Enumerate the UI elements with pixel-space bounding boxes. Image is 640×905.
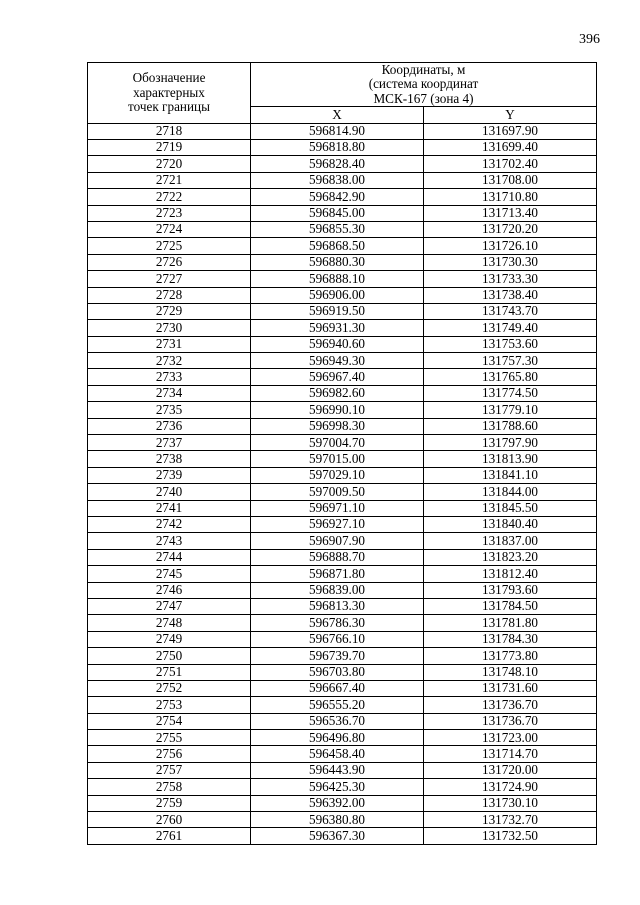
point-id-cell: 2746: [88, 582, 251, 598]
y-coordinate-cell: 131823.20: [424, 549, 597, 565]
point-id-cell: 2757: [88, 762, 251, 778]
table-row: [88, 680, 597, 696]
coordinates-group-header: [251, 63, 597, 107]
table-row: [88, 516, 597, 532]
point-id-cell: 2727: [88, 271, 251, 287]
x-coordinate-cell: 596845.00: [251, 205, 424, 221]
point-id-cell: 2748: [88, 615, 251, 631]
y-coordinate-cell: 131738.40: [424, 287, 597, 303]
y-coordinate-cell: 131714.70: [424, 746, 597, 762]
table-row: [88, 254, 597, 270]
y-coordinate-cell: 131813.90: [424, 451, 597, 467]
x-coordinate-cell: 596998.30: [251, 418, 424, 434]
point-header-line-1: Обозначение: [132, 70, 206, 86]
x-coordinate-cell: 596842.90: [251, 189, 424, 205]
point-id-cell: 2732: [88, 353, 251, 369]
table-header: [88, 63, 597, 124]
table-row: [88, 156, 597, 172]
x-coordinate-cell: 596555.20: [251, 697, 424, 713]
y-coordinate-cell: 131710.80: [424, 189, 597, 205]
x-coordinate-cell: 596919.50: [251, 303, 424, 319]
point-id-cell: 2733: [88, 369, 251, 385]
x-coordinate-cell: 596838.00: [251, 172, 424, 188]
point-id-cell: 2761: [88, 828, 251, 844]
table-row: [88, 533, 597, 549]
table-row: [88, 762, 597, 778]
point-id-cell: 2743: [88, 533, 251, 549]
table-row: [88, 664, 597, 680]
table-row: [88, 123, 597, 139]
table-row: [88, 402, 597, 418]
table-row: [88, 598, 597, 614]
point-id-cell: 2752: [88, 680, 251, 696]
y-coordinate-cell: 131793.60: [424, 582, 597, 598]
table-row: [88, 549, 597, 565]
table-row: [88, 779, 597, 795]
y-coordinate-cell: 131765.80: [424, 369, 597, 385]
y-coordinate-cell: 131784.50: [424, 598, 597, 614]
point-id-cell: 2739: [88, 467, 251, 483]
table-row: [88, 828, 597, 844]
x-coordinate-cell: 596940.60: [251, 336, 424, 352]
table-row: [88, 648, 597, 664]
table-row: [88, 746, 597, 762]
y-coordinate-cell: 131797.90: [424, 435, 597, 451]
y-coordinate-cell: 131736.70: [424, 697, 597, 713]
table-row: [88, 369, 597, 385]
y-coordinate-cell: 131743.70: [424, 303, 597, 319]
y-coordinate-cell: 131774.50: [424, 385, 597, 401]
y-coordinate-cell: 131844.00: [424, 484, 597, 500]
table-row: [88, 795, 597, 811]
x-coordinate-cell: 596766.10: [251, 631, 424, 647]
y-column-header: Y: [424, 107, 597, 123]
point-id-cell: 2747: [88, 598, 251, 614]
table-row: [88, 484, 597, 500]
x-coordinate-cell: 596967.40: [251, 369, 424, 385]
y-coordinate-cell: 131781.80: [424, 615, 597, 631]
y-coordinate-cell: 131697.90: [424, 123, 597, 139]
y-coordinate-cell: 131845.50: [424, 500, 597, 516]
x-coordinate-cell: 596888.70: [251, 549, 424, 565]
y-coordinate-cell: 131713.40: [424, 205, 597, 221]
y-coordinate-cell: 131773.80: [424, 648, 597, 664]
table-row: [88, 140, 597, 156]
coords-header-line-1: Координаты, м: [381, 62, 466, 77]
x-coordinate-cell: 596813.30: [251, 598, 424, 614]
y-coordinate-cell: 131723.00: [424, 730, 597, 746]
y-coordinate-cell: 131732.70: [424, 812, 597, 828]
table-body: [88, 123, 597, 844]
point-id-cell: 2736: [88, 418, 251, 434]
x-column-header: X: [251, 107, 424, 123]
table-row: [88, 189, 597, 205]
y-coordinate-cell: 131702.40: [424, 156, 597, 172]
y-coordinate-cell: 131720.20: [424, 221, 597, 237]
point-id-cell: 2755: [88, 730, 251, 746]
point-header-line-3: точек границы: [128, 99, 210, 114]
point-id-cell: 2741: [88, 500, 251, 516]
coords-header-line-2: (система координат: [368, 76, 479, 92]
table-row: [88, 271, 597, 287]
x-coordinate-cell: 596828.40: [251, 156, 424, 172]
y-coordinate-cell: 131840.40: [424, 516, 597, 532]
table-row: [88, 467, 597, 483]
y-coordinate-cell: 131708.00: [424, 172, 597, 188]
boundary-coordinates-table: [87, 62, 597, 845]
x-coordinate-cell: 596739.70: [251, 648, 424, 664]
point-id-cell: 2728: [88, 287, 251, 303]
x-coordinate-cell: 596931.30: [251, 320, 424, 336]
point-id-cell: 2754: [88, 713, 251, 729]
point-designation-header: [88, 63, 251, 124]
point-id-cell: 2731: [88, 336, 251, 352]
point-id-cell: 2744: [88, 549, 251, 565]
table-row: [88, 353, 597, 369]
y-coordinate-cell: 131732.50: [424, 828, 597, 844]
x-coordinate-cell: 597029.10: [251, 467, 424, 483]
table-row: [88, 336, 597, 352]
point-id-cell: 2759: [88, 795, 251, 811]
point-id-cell: 2735: [88, 402, 251, 418]
x-coordinate-cell: 596868.50: [251, 238, 424, 254]
point-id-cell: 2742: [88, 516, 251, 532]
point-id-cell: 2722: [88, 189, 251, 205]
point-id-cell: 2758: [88, 779, 251, 795]
point-id-cell: 2730: [88, 320, 251, 336]
y-coordinate-cell: 131841.10: [424, 467, 597, 483]
x-coordinate-cell: 596814.90: [251, 123, 424, 139]
point-id-cell: 2740: [88, 484, 251, 500]
x-coordinate-cell: 596982.60: [251, 385, 424, 401]
point-id-cell: 2749: [88, 631, 251, 647]
point-id-cell: 2738: [88, 451, 251, 467]
point-id-cell: 2756: [88, 746, 251, 762]
table-row: [88, 418, 597, 434]
table-row: [88, 500, 597, 516]
y-coordinate-cell: 131784.30: [424, 631, 597, 647]
point-id-cell: 2745: [88, 566, 251, 582]
table-row: [88, 713, 597, 729]
y-coordinate-cell: 131699.40: [424, 140, 597, 156]
y-coordinate-cell: 131724.90: [424, 779, 597, 795]
x-coordinate-cell: 596443.90: [251, 762, 424, 778]
x-coordinate-cell: 596703.80: [251, 664, 424, 680]
table-row: [88, 631, 597, 647]
table-row: [88, 172, 597, 188]
point-id-cell: 2750: [88, 648, 251, 664]
table-row: [88, 303, 597, 319]
x-coordinate-cell: 596927.10: [251, 516, 424, 532]
y-coordinate-cell: 131837.00: [424, 533, 597, 549]
table-row: [88, 435, 597, 451]
y-coordinate-cell: 131779.10: [424, 402, 597, 418]
point-id-cell: 2729: [88, 303, 251, 319]
y-coordinate-cell: 131731.60: [424, 680, 597, 696]
point-id-cell: 2723: [88, 205, 251, 221]
x-coordinate-cell: 596906.00: [251, 287, 424, 303]
y-coordinate-cell: 131730.10: [424, 795, 597, 811]
x-coordinate-cell: 597009.50: [251, 484, 424, 500]
x-coordinate-cell: 596536.70: [251, 713, 424, 729]
y-coordinate-cell: 131730.30: [424, 254, 597, 270]
point-id-cell: 2760: [88, 812, 251, 828]
table-row: [88, 730, 597, 746]
table-row: [88, 451, 597, 467]
table-row: [88, 385, 597, 401]
table-row: [88, 287, 597, 303]
table-row: [88, 205, 597, 221]
x-coordinate-cell: 596971.10: [251, 500, 424, 516]
point-id-cell: 2721: [88, 172, 251, 188]
x-coordinate-cell: 596949.30: [251, 353, 424, 369]
point-id-cell: 2725: [88, 238, 251, 254]
point-id-cell: 2718: [88, 123, 251, 139]
x-coordinate-cell: 596871.80: [251, 566, 424, 582]
point-id-cell: 2751: [88, 664, 251, 680]
x-coordinate-cell: 596888.10: [251, 271, 424, 287]
y-coordinate-cell: 131726.10: [424, 238, 597, 254]
x-coordinate-cell: 596425.30: [251, 779, 424, 795]
x-coordinate-cell: 596907.90: [251, 533, 424, 549]
point-id-cell: 2724: [88, 221, 251, 237]
y-coordinate-cell: 131757.30: [424, 353, 597, 369]
y-coordinate-cell: 131733.30: [424, 271, 597, 287]
point-id-cell: 2753: [88, 697, 251, 713]
x-coordinate-cell: 596990.10: [251, 402, 424, 418]
point-id-cell: 2734: [88, 385, 251, 401]
x-coordinate-cell: 596667.40: [251, 680, 424, 696]
point-id-cell: 2720: [88, 156, 251, 172]
y-coordinate-cell: 131720.00: [424, 762, 597, 778]
y-coordinate-cell: 131736.70: [424, 713, 597, 729]
x-coordinate-cell: 596496.80: [251, 730, 424, 746]
x-coordinate-cell: 597004.70: [251, 435, 424, 451]
y-coordinate-cell: 131788.60: [424, 418, 597, 434]
coords-header-line-3: МСК-167 (зона 4): [373, 90, 474, 106]
point-id-cell: 2726: [88, 254, 251, 270]
y-coordinate-cell: 131748.10: [424, 664, 597, 680]
y-coordinate-cell: 131753.60: [424, 336, 597, 352]
y-coordinate-cell: 131749.40: [424, 320, 597, 336]
x-coordinate-cell: 596392.00: [251, 795, 424, 811]
table-row: [88, 566, 597, 582]
x-coordinate-cell: 596818.80: [251, 140, 424, 156]
table-row: [88, 697, 597, 713]
table-row: [88, 615, 597, 631]
x-coordinate-cell: 596367.30: [251, 828, 424, 844]
x-coordinate-cell: 596839.00: [251, 582, 424, 598]
table-row: [88, 582, 597, 598]
table-row: [88, 238, 597, 254]
x-coordinate-cell: 596458.40: [251, 746, 424, 762]
table-row: [88, 320, 597, 336]
point-id-cell: 2719: [88, 140, 251, 156]
x-coordinate-cell: 596786.30: [251, 615, 424, 631]
page-number: 396: [579, 32, 600, 47]
x-coordinate-cell: 596880.30: [251, 254, 424, 270]
point-header-line-2: характерных: [133, 84, 205, 100]
point-id-cell: 2737: [88, 435, 251, 451]
x-coordinate-cell: 596380.80: [251, 812, 424, 828]
x-coordinate-cell: 596855.30: [251, 221, 424, 237]
table-row: [88, 812, 597, 828]
table-row: [88, 221, 597, 237]
x-coordinate-cell: 597015.00: [251, 451, 424, 467]
y-coordinate-cell: 131812.40: [424, 566, 597, 582]
